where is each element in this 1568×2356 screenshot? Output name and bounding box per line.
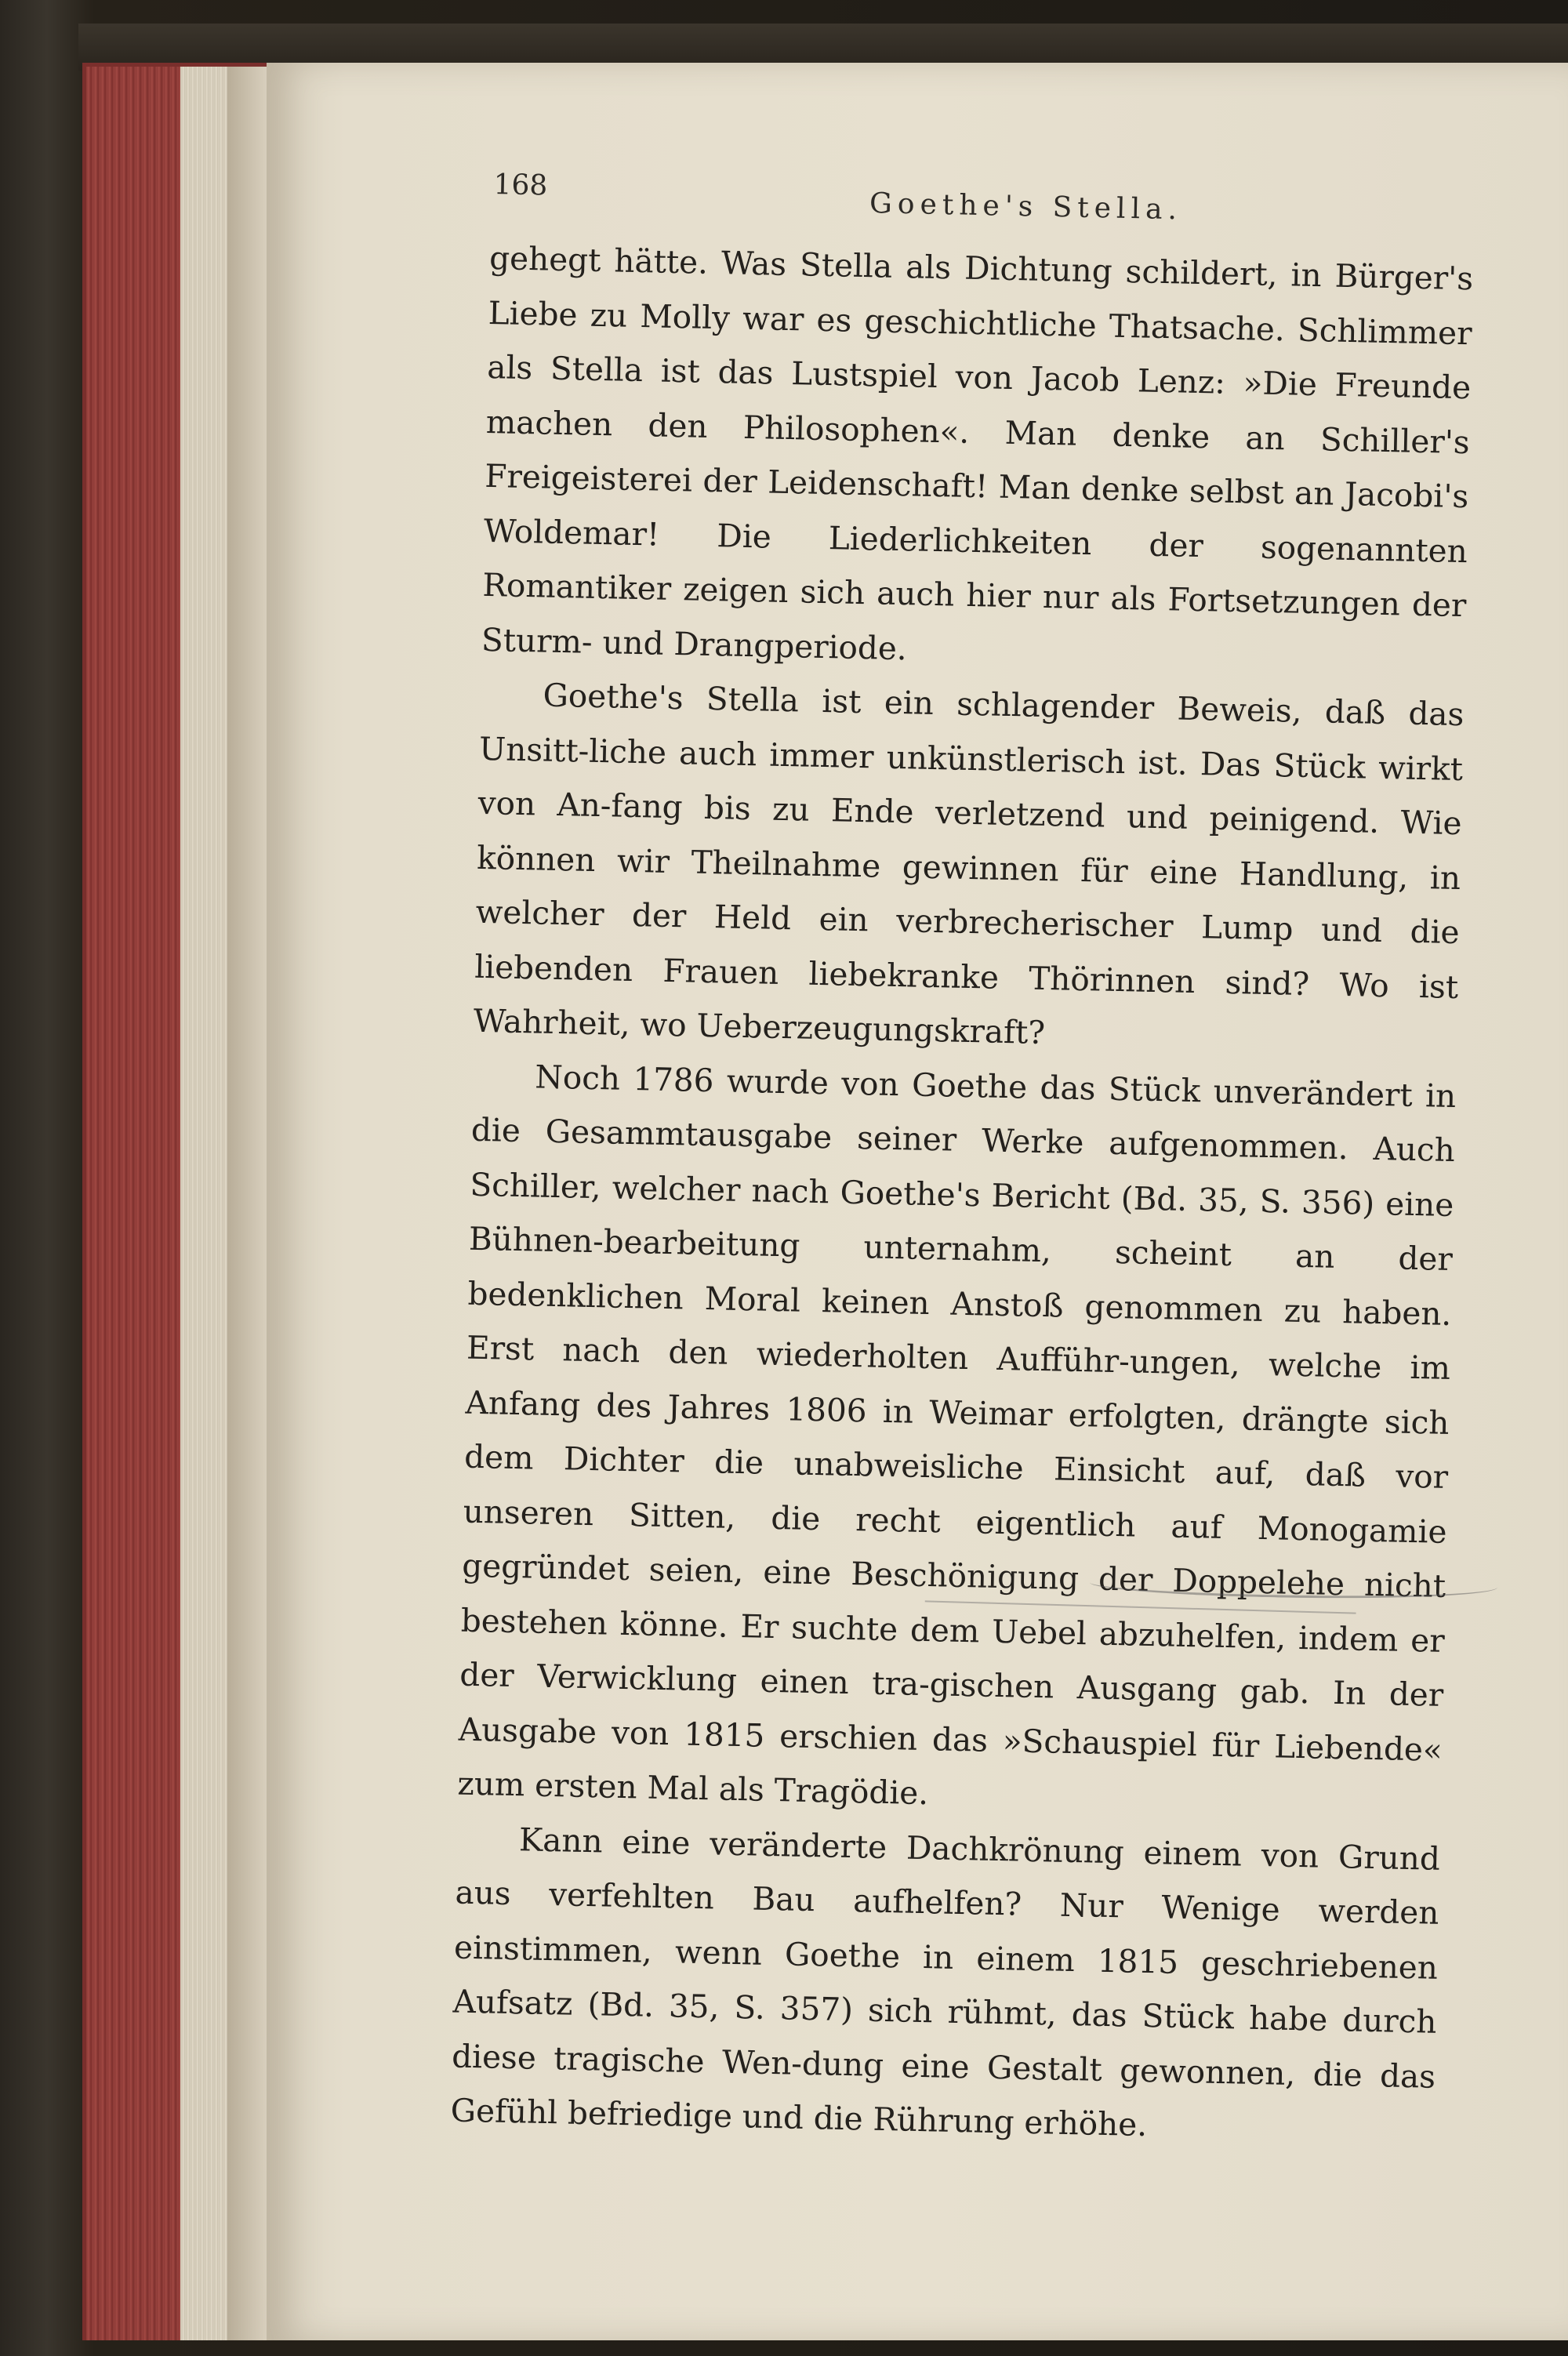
page-number: 168 bbox=[493, 169, 548, 202]
gutter-shadow bbox=[227, 67, 267, 2340]
paragraph: Goethe's Stella ist ein schlagender Beweis, daß das Unsitt-liche auch immer unkünstlerisch ist. Das Stück wirkt von An-fang bis zu Ende verletzend und peinigend. Wie können wir Theilnahme gewinnen für eine Handlung, in welcher der Held ein verbrecherischer Lump und die liebenden Frauen liebekranke Thörinnen sind? Wo ist Wahrheit, wo Ueberzeugungskraft? bbox=[473, 676, 1465, 1052]
body-text bbox=[450, 231, 1474, 2158]
page-stack-edges bbox=[180, 67, 227, 2340]
paragraph: gehegt hätte. Was Stella als Dichtung schildert, in Bürger's Liebe zu Molly war es geschichtliche Thatsache. Schlimmer als Stella ist das Lustspiel von Jacob Lenz: »Die Freunde machen den Philosophen«. Man denke an Schiller's Freigeisterei der Leidenschaft! Man denke selbst an Jacobi's Woldemar! Die Liederlichkeiten der sogenannten Romantiker zeigen sich auch hier nur als Fortsetzungen der Sturm- und Drangperiode. bbox=[481, 238, 1474, 667]
paragraph: Noch 1786 wurde von Goethe das Stück unverändert in die Gesammtausgabe seiner Werke aufgenommen. Auch Schiller, welcher nach Goethe's Bericht (Bd. 35, S. 356) eine Bühnen-bearbeitung unternahm, scheint an der bedenklichen Moral keinen Anstoß genommen zu haben. Erst nach den wiederholten Aufführ-ungen, welche im Anfang des Jahres 1806 in Weimar erfolgten, drängte sich dem Dichter die unabweisliche Einsicht auf, daß vor unseren Sitten, die recht eigentlich auf Monogamie gegründet seien, eine Beschönigung der Doppelehe nicht bestehen könne. Er suchte dem Uebel abzuhelfen, indem er der Verwicklung einen tra-gischen Ausgang gab. In der Ausgabe von 1815 erschien das »Schauspiel für Liebende« zum ersten Mal als Tragödie. bbox=[457, 1057, 1457, 1813]
red-page-edges bbox=[86, 67, 180, 2340]
running-title: Goethe's Stella. bbox=[869, 187, 1183, 227]
paragraph: Kann eine veränderte Dachkrönung einem von Grund aus verfehlten Bau aufhelfen? Nur Wenige werden einstimmen, wenn Goethe in einem 1815 geschriebenen Aufsatz (Bd. 35, S. 357) sich rühmt, das Stück habe durch diese tragische Wen-dung eine Gestalt gewonnen, die das Gefühl befriedige und die Rührung erhöhe. bbox=[450, 1820, 1441, 2144]
